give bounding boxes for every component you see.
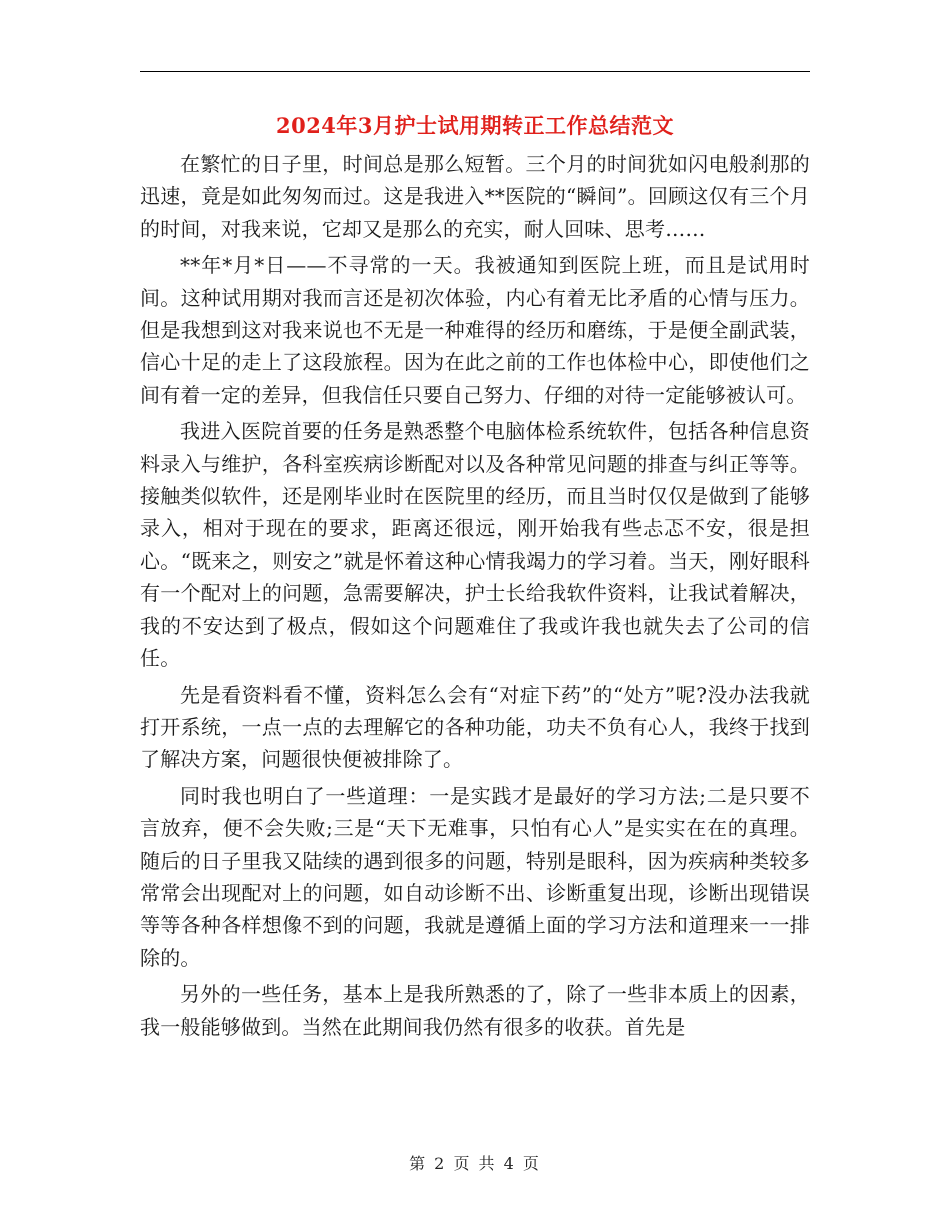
paragraph: 在繁忙的日子里，时间总是那么短暂。三个月的时间犹如闪电般刹那的迅速，竟是如此匆匆而过。这是我进入**医院的“瞬间”。回顾这仅有三个月的时间，对我来说，它却又是那么的充实，耐人回味、思考…… — [140, 152, 810, 241]
paragraph: 另外的一些任务，基本上是我所熟悉的了，除了一些非本质上的因素，我一般能够做到。当然在此期间我仍然有很多的收获。首先是 — [140, 982, 810, 1039]
document-body — [140, 148, 810, 1047]
paragraph: 先是看资料看不懂，资料怎么会有“对症下药”的“处方”呢?没办法我就打开系统，一点一点的去理解它的各种功能，功夫不负有心人，我终于找到了解决方案，问题很快便被排除了。 — [140, 682, 810, 772]
paragraph: 同时我也明白了一些道理：一是实践才是最好的学习方法;二是只要不言放弃，便不会失败;三是“天下无难事，只怕有心人”是实实在在的真理。随后的日子里我又陆续的遇到很多的问题，特别是眼科，因为疾病种类较多常常会出现配对上的问题，如自动诊断不出、诊断重复出现，诊断出现错误等等各种各样想像不到的问题，我就是遵循上面的学习方法和道理来一一排除的。 — [140, 783, 810, 970]
paragraph: 我进入医院首要的任务是熟悉整个电脑体检系统软件，包括各种信息资料录入与维护，各科室疾病诊断配对以及各种常见问题的排查与纠正等等。接触类似软件，还是刚毕业时在医院里的经历，而且当时仅仅是做到了能够录入，相对于现在的要求，距离还很远，刚开始我有些忐忑不安，很是担心。“既来之，则安之”就是怀着这种心情我竭力的学习着。当天，刚好眼科有一个配对上的问题，急需要解决，护士长给我软件资料，让我试着解决，我的不安达到了极点，假如这个问题难住了我或许我也就失去了公司的信任。 — [140, 419, 810, 671]
paragraph: **年*月*日——不寻常的一天。我被通知到医院上班，而且是试用时间。这种试用期对我而言还是初次体验，内心有着无比矛盾的心情与压力。但是我想到这对我来说也不无是一种难得的经历和磨练，于是便全副武装，信心十足的走上了这段旅程。因为在此之前的工作也体检中心，即使他们之间有着一定的差异，但我信任只要自己努力、仔细的对待一定能够被认可。 — [140, 253, 810, 407]
header-rule — [140, 71, 810, 72]
document-title: 2024年3月护士试用期转正工作总结范文 — [275, 113, 675, 138]
page-number: 第 2 页 共 4 页 — [409, 1154, 541, 1173]
